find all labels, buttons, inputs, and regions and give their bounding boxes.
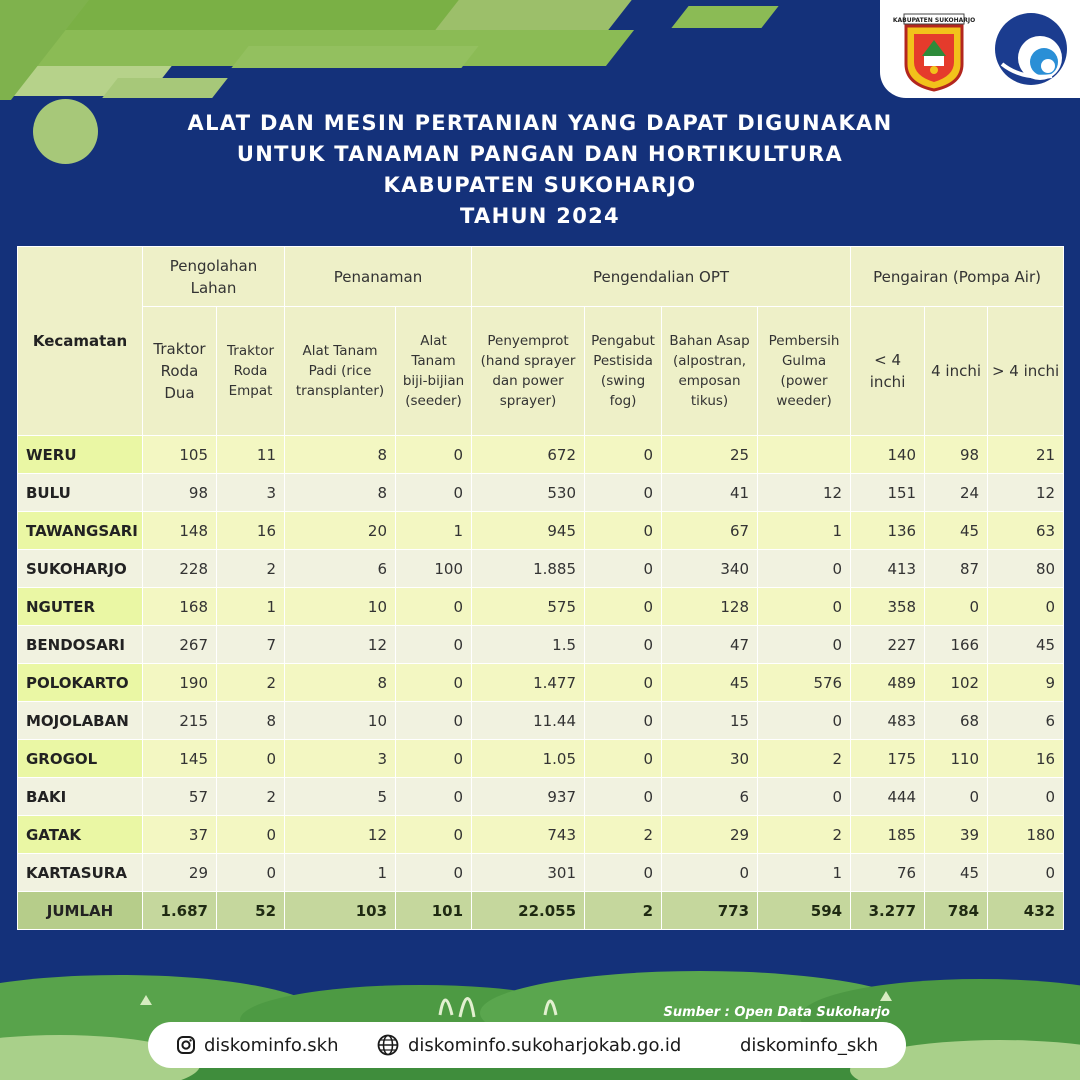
row-cell-value: 12 — [285, 816, 396, 854]
row-cell-value: 76 — [851, 854, 925, 892]
total-cell-value: 784 — [925, 892, 988, 930]
row-cell-value: 8 — [285, 436, 396, 474]
row-cell-value: 20 — [285, 512, 396, 550]
row-cell-value: 0 — [758, 626, 851, 664]
table-row — [18, 512, 1064, 550]
row-cell-value: 2 — [217, 664, 285, 702]
row-cell-value: 1 — [396, 512, 472, 550]
logo-panel — [880, 0, 1080, 98]
row-cell-value: 25 — [662, 436, 758, 474]
row-cell-value: 489 — [851, 664, 925, 702]
title-line-4: TAHUN 2024 — [460, 204, 620, 228]
row-cell-value: 0 — [585, 778, 662, 816]
row-cell-value: 87 — [925, 550, 988, 588]
row-cell-value: 0 — [758, 550, 851, 588]
table-row — [18, 778, 1064, 816]
instagram-link[interactable] — [176, 1022, 339, 1068]
row-cell-value: 0 — [396, 816, 472, 854]
row-cell-value: 57 — [143, 778, 217, 816]
row-cell-value: 45 — [925, 854, 988, 892]
row-cell-value: 67 — [662, 512, 758, 550]
row-cell-value: 6 — [662, 778, 758, 816]
row-kecamatan-name: BAKI — [18, 778, 143, 816]
table-row — [18, 474, 1064, 512]
row-cell-value: 10 — [285, 588, 396, 626]
total-label: JUMLAH — [18, 892, 143, 930]
col-penyemprot: Penyemprot (hand sprayer dan power sprayer) — [472, 307, 585, 436]
row-cell-value: 1 — [285, 854, 396, 892]
row-cell-value: 937 — [472, 778, 585, 816]
tiktok-link[interactable] — [740, 1022, 878, 1068]
page-title — [140, 108, 940, 232]
col-pengabut-pestisida: Pengabut Pestisida (swing fog) — [585, 307, 662, 436]
footer-contact-bar — [148, 1022, 906, 1068]
row-cell-value: 0 — [396, 436, 472, 474]
row-cell-value: 12 — [285, 626, 396, 664]
table-row — [18, 740, 1064, 778]
row-cell-value: 5 — [285, 778, 396, 816]
title-line-1: ALAT DAN MESIN PERTANIAN YANG DAPAT DIGUNAKAN — [187, 111, 893, 135]
table-row — [18, 626, 1064, 664]
row-cell-value: 190 — [143, 664, 217, 702]
row-cell-value: 98 — [925, 436, 988, 474]
row-cell-value: 1 — [758, 512, 851, 550]
row-cell-value: 29 — [143, 854, 217, 892]
table-row — [18, 854, 1064, 892]
row-cell-value: 0 — [585, 436, 662, 474]
row-cell-value: 340 — [662, 550, 758, 588]
total-cell-value: 773 — [662, 892, 758, 930]
row-cell-value: 0 — [988, 588, 1064, 626]
title-line-2: UNTUK TANAMAN PANGAN DAN HORTIKULTURA — [236, 142, 844, 166]
total-cell-value: 103 — [285, 892, 396, 930]
row-cell-value: 98 — [143, 474, 217, 512]
row-cell-value: 0 — [585, 702, 662, 740]
row-kecamatan-name: WERU — [18, 436, 143, 474]
col-pompa-kurang-4: < 4 inchi — [851, 307, 925, 436]
row-cell-value: 3 — [285, 740, 396, 778]
table-row — [18, 550, 1064, 588]
row-cell-value: 0 — [396, 664, 472, 702]
row-cell-value: 0 — [396, 474, 472, 512]
decorative-circle — [33, 99, 98, 164]
row-cell-value: 11 — [217, 436, 285, 474]
total-cell-value: 52 — [217, 892, 285, 930]
total-cell-value: 432 — [988, 892, 1064, 930]
row-cell-value: 0 — [396, 702, 472, 740]
col-traktor-roda-dua: Traktor Roda Dua — [143, 307, 217, 436]
row-cell-value: 0 — [988, 854, 1064, 892]
row-cell-value: 358 — [851, 588, 925, 626]
row-cell-value: 16 — [217, 512, 285, 550]
row-cell-value: 6 — [988, 702, 1064, 740]
row-cell-value: 2 — [758, 816, 851, 854]
row-cell-value: 45 — [988, 626, 1064, 664]
row-kecamatan-name: MOJOLABAN — [18, 702, 143, 740]
row-cell-value: 0 — [585, 588, 662, 626]
row-cell-value: 743 — [472, 816, 585, 854]
row-cell-value: 145 — [143, 740, 217, 778]
col-bahan-asap: Bahan Asap (alpostran, emposan tikus) — [662, 307, 758, 436]
row-cell-value: 68 — [925, 702, 988, 740]
sukoharjo-shield-icon — [892, 12, 976, 92]
row-cell-value: 530 — [472, 474, 585, 512]
website-url: diskominfo.sukoharjokab.go.id — [408, 1034, 682, 1056]
row-cell-value: 0 — [217, 740, 285, 778]
row-cell-value: 1 — [758, 854, 851, 892]
row-cell-value: 100 — [396, 550, 472, 588]
row-cell-value: 12 — [758, 474, 851, 512]
row-cell-value: 30 — [662, 740, 758, 778]
row-cell-value: 267 — [143, 626, 217, 664]
row-cell-value: 0 — [217, 816, 285, 854]
row-cell-value: 41 — [662, 474, 758, 512]
row-cell-value: 0 — [585, 474, 662, 512]
row-cell-value: 0 — [925, 778, 988, 816]
table-column-header — [18, 307, 1064, 436]
row-cell-value: 2 — [217, 550, 285, 588]
row-cell-value: 0 — [396, 626, 472, 664]
title-line-3: KABUPATEN SUKOHARJO — [383, 173, 697, 197]
row-cell-value: 0 — [758, 588, 851, 626]
row-cell-value: 0 — [396, 778, 472, 816]
total-cell-value: 1.687 — [143, 892, 217, 930]
kominfo-logo-icon — [992, 10, 1070, 88]
group-pengolahan-lahan: Pengolahan Lahan — [143, 247, 285, 307]
group-pengairan: Pengairan (Pompa Air) — [851, 247, 1064, 307]
row-cell-value: 0 — [217, 854, 285, 892]
table-row — [18, 664, 1064, 702]
row-kecamatan-name: POLOKARTO — [18, 664, 143, 702]
row-cell-value: 166 — [925, 626, 988, 664]
website-link[interactable] — [376, 1022, 681, 1068]
row-cell-value: 151 — [851, 474, 925, 512]
row-kecamatan-name: GATAK — [18, 816, 143, 854]
row-cell-value: 0 — [758, 778, 851, 816]
row-kecamatan-name: GROGOL — [18, 740, 143, 778]
col-alat-tanam-padi: Alat Tanam Padi (rice transplanter) — [285, 307, 396, 436]
table-row — [18, 436, 1064, 474]
total-cell-value: 594 — [758, 892, 851, 930]
row-cell-value: 8 — [285, 664, 396, 702]
row-cell-value: 301 — [472, 854, 585, 892]
row-cell-value: 21 — [988, 436, 1064, 474]
row-cell-value: 1.477 — [472, 664, 585, 702]
row-cell-value: 16 — [988, 740, 1064, 778]
row-cell-value: 37 — [143, 816, 217, 854]
row-cell-value: 0 — [585, 550, 662, 588]
row-cell-value: 2 — [758, 740, 851, 778]
table-row — [18, 588, 1064, 626]
row-cell-value: 63 — [988, 512, 1064, 550]
row-cell-value: 413 — [851, 550, 925, 588]
group-penanaman: Penanaman — [285, 247, 472, 307]
row-kecamatan-name: BULU — [18, 474, 143, 512]
row-cell-value: 0 — [585, 854, 662, 892]
top-decoration — [0, 0, 760, 100]
row-kecamatan-name: SUKOHARJO — [18, 550, 143, 588]
row-cell-value: 136 — [851, 512, 925, 550]
row-cell-value: 6 — [285, 550, 396, 588]
row-cell-value: 45 — [662, 664, 758, 702]
col-pembersih-gulma: Pembersih Gulma (power weeder) — [758, 307, 851, 436]
row-cell-value: 185 — [851, 816, 925, 854]
row-cell-value: 2 — [585, 816, 662, 854]
table-group-header — [18, 247, 1064, 307]
row-cell-value — [758, 436, 851, 474]
row-cell-value: 0 — [585, 626, 662, 664]
row-cell-value: 0 — [585, 740, 662, 778]
row-cell-value: 175 — [851, 740, 925, 778]
row-cell-value: 128 — [662, 588, 758, 626]
equipment-table — [17, 246, 1064, 930]
group-pengendalian-opt: Pengendalian OPT — [472, 247, 851, 307]
row-cell-value: 105 — [143, 436, 217, 474]
row-cell-value: 110 — [925, 740, 988, 778]
row-cell-value: 0 — [396, 740, 472, 778]
row-cell-value: 3 — [217, 474, 285, 512]
row-cell-value: 80 — [988, 550, 1064, 588]
row-cell-value: 1.885 — [472, 550, 585, 588]
table-row — [18, 702, 1064, 740]
row-cell-value: 8 — [285, 474, 396, 512]
row-cell-value: 215 — [143, 702, 217, 740]
kecamatan-header: Kecamatan — [18, 247, 143, 436]
col-pompa-4: 4 inchi — [925, 307, 988, 436]
row-cell-value: 1.5 — [472, 626, 585, 664]
row-cell-value: 140 — [851, 436, 925, 474]
col-alat-tanam-biji: Alat Tanam biji-bijian (seeder) — [396, 307, 472, 436]
total-row — [18, 892, 1064, 930]
row-cell-value: 0 — [988, 778, 1064, 816]
row-cell-value: 15 — [662, 702, 758, 740]
row-cell-value: 168 — [143, 588, 217, 626]
row-kecamatan-name: TAWANGSARI — [18, 512, 143, 550]
total-cell-value: 22.055 — [472, 892, 585, 930]
row-cell-value: 575 — [472, 588, 585, 626]
row-cell-value: 180 — [988, 816, 1064, 854]
row-cell-value: 47 — [662, 626, 758, 664]
row-cell-value: 39 — [925, 816, 988, 854]
row-cell-value: 9 — [988, 664, 1064, 702]
row-kecamatan-name: KARTASURA — [18, 854, 143, 892]
row-cell-value: 1 — [217, 588, 285, 626]
row-cell-value: 0 — [585, 512, 662, 550]
tiktok-handle: diskominfo_skh — [740, 1034, 879, 1056]
row-cell-value: 0 — [585, 664, 662, 702]
row-cell-value: 672 — [472, 436, 585, 474]
total-cell-value: 2 — [585, 892, 662, 930]
row-cell-value: 576 — [758, 664, 851, 702]
globe-icon — [376, 1033, 400, 1057]
row-cell-value: 444 — [851, 778, 925, 816]
row-cell-value: 29 — [662, 816, 758, 854]
row-cell-value: 24 — [925, 474, 988, 512]
row-cell-value: 0 — [758, 702, 851, 740]
row-cell-value: 8 — [217, 702, 285, 740]
col-pompa-lebih-4: > 4 inchi — [988, 307, 1064, 436]
instagram-icon — [176, 1035, 196, 1055]
row-cell-value: 1.05 — [472, 740, 585, 778]
row-kecamatan-name: BENDOSARI — [18, 626, 143, 664]
row-cell-value: 0 — [396, 854, 472, 892]
total-cell-value: 101 — [396, 892, 472, 930]
row-cell-value: 0 — [662, 854, 758, 892]
row-cell-value: 11.44 — [472, 702, 585, 740]
row-cell-value: 102 — [925, 664, 988, 702]
row-cell-value: 148 — [143, 512, 217, 550]
shield-text: KABUPATEN SUKOHARJO — [892, 17, 976, 24]
row-cell-value: 45 — [925, 512, 988, 550]
instagram-handle: diskominfo.skh — [204, 1034, 339, 1056]
row-cell-value: 227 — [851, 626, 925, 664]
row-cell-value: 0 — [925, 588, 988, 626]
row-kecamatan-name: NGUTER — [18, 588, 143, 626]
col-traktor-roda-empat: Traktor Roda Empat — [217, 307, 285, 436]
row-cell-value: 2 — [217, 778, 285, 816]
total-cell-value: 3.277 — [851, 892, 925, 930]
table-row — [18, 816, 1064, 854]
row-cell-value: 228 — [143, 550, 217, 588]
row-cell-value: 12 — [988, 474, 1064, 512]
row-cell-value: 483 — [851, 702, 925, 740]
source-note: Sumber : Open Data Sukoharjo — [663, 1005, 890, 1020]
row-cell-value: 10 — [285, 702, 396, 740]
row-cell-value: 0 — [396, 588, 472, 626]
row-cell-value: 7 — [217, 626, 285, 664]
row-cell-value: 945 — [472, 512, 585, 550]
